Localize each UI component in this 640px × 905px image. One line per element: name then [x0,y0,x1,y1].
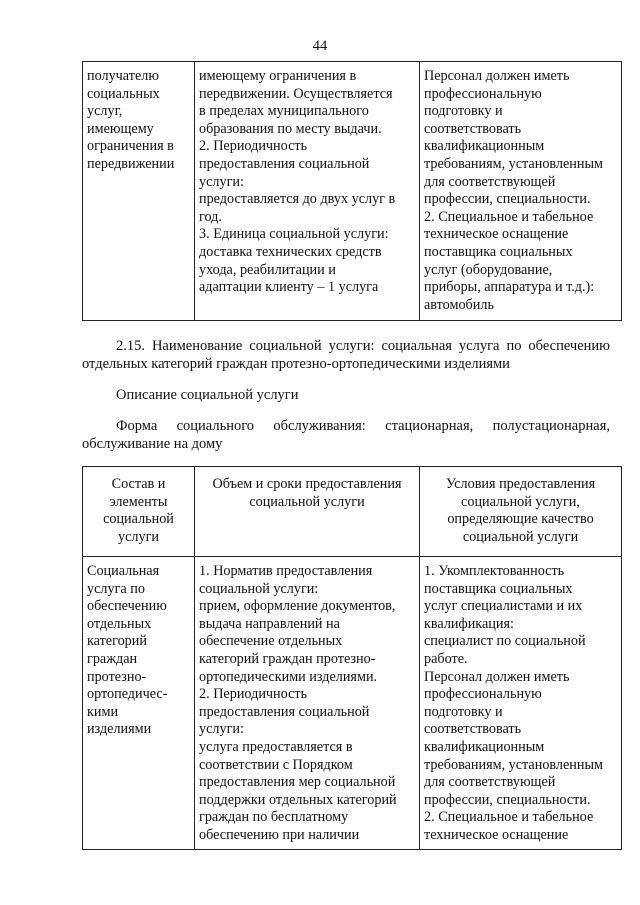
cell-line: прием, оформление документов, [199,598,396,615]
volume-terms-cell [195,557,420,850]
cell-line: профессиональную [424,686,542,703]
cell-line: год. [199,208,222,225]
cell-line: образования по месту выдачи. [199,120,382,137]
cell-line: ортопедическими изделиями. [199,668,378,685]
cell-line: протезно- [87,668,147,685]
cell-line: профессиональную [424,85,542,102]
service-name-cell [83,557,195,850]
cell-line: имеющему [87,120,154,137]
service-form-text: Форма социального обслуживания: стационарная, полустационарная, обслуживание на дому [82,418,610,452]
cell-line: предоставляется до двух услуг в [199,191,396,208]
cell-line: Объем и сроки предоставления [212,476,402,492]
cell-line: услуг специалистами и их [424,598,583,615]
cell-line: соответствовать [424,120,522,137]
cell-line: предоставления социальной [199,703,370,720]
cell-line: требованиям, установленным [424,155,603,172]
cell-line: услуг, [87,103,123,120]
cell-line: квалификационным [424,138,545,155]
cell-line: услуг (оборудование, [424,261,553,278]
cell-line: элементы [109,493,168,510]
cell-line: подготовку и [424,703,503,720]
cell-line: социальной услуги, [461,493,580,510]
cell-line: адаптации клиенту – 1 услуга [199,279,379,296]
cell-line: предоставления мер социальной [199,774,396,791]
cell-line: для соответствующей [424,173,556,190]
cell-line: для соответствующей [424,774,556,791]
cell-line: предоставления социальной [199,155,370,172]
cell-line: определяющие качество [447,511,594,528]
services-table-continued [82,61,622,321]
cell-line: Персонал должен иметь [424,68,570,84]
cell-line: социальных [87,85,160,102]
cell-line: услуги: [199,721,244,738]
cell-line: квалификация: [424,615,514,632]
cell-line: профессии, специальности. [424,191,591,208]
cell-line: автомобиль [424,296,494,313]
header-composition [83,467,195,557]
cell-line: услуги [118,528,159,545]
cell-line: 1. Норматив предоставления [199,563,373,579]
cell-line: Социальная [87,563,160,579]
cell-line: 2. Специальное и табельное [424,809,594,826]
section-heading: 2.15. Наименование социальной услуги: социальная услуга по обеспечению отдельных категорий граждан протезно-ортопедическими изделиями [82,338,610,372]
cell-line: 1. Укомплектованность [424,563,565,579]
cell-line: требованиям, установленным [424,756,603,773]
cell-line: отдельных [87,615,152,632]
cell-line: услуга по [87,580,145,597]
page-number: 44 [312,38,328,54]
cell-line: 2. Периодичность [199,686,308,703]
cell-line: техническое оснащение [424,826,569,843]
table-row [83,62,622,321]
cell-line: работе. [424,650,468,667]
cell-line: ухода, реабилитации и [199,261,336,278]
cell-line: поставщика социальных [424,243,573,260]
cell-line: кими [87,703,119,720]
cell-line: техническое оснащение [424,226,569,243]
cell-line: Персонал должен иметь [424,668,570,685]
cell-line: в пределах муниципального [199,103,369,120]
header-volume-terms [195,467,420,557]
cell-line: обеспечению [87,598,167,615]
cell-line: 2. Периодичность [199,138,308,155]
cell-line: Состав и [111,476,166,492]
table-header-row [83,467,622,557]
cell-line: граждан [87,650,138,667]
cell-line: подготовку и [424,103,503,120]
cell-line: передвижении [87,155,175,172]
cell-line: услуга предоставляется в [199,738,353,755]
section-subheading: Описание социальной услуги [116,387,299,403]
cell-line: обеспечению при наличии [199,826,360,843]
service-table [82,466,622,850]
cell-line: услуги: [199,173,244,190]
cell-line: квалификационным [424,738,545,755]
cell-line: социальной [103,511,174,528]
cell-line: категорий [87,633,147,650]
conditions-cell [420,557,622,850]
cell-line: получателю [87,68,159,84]
cell-line: профессии, специальности. [424,791,591,808]
cell-line: граждан по бесплатному [199,809,349,826]
cell-line: выдача направлений на [199,615,340,632]
cell-line: имеющему ограничения в [199,68,357,84]
cell-line: 3. Единица социальной услуги: [199,226,389,243]
cell-line: передвижении. Осуществляется [199,85,393,102]
cell-line: поставщика социальных [424,580,573,597]
cell-line: категорий граждан протезно- [199,650,376,667]
cell-line: специалист по социальной [424,633,586,650]
cell-line: социальной услуги [249,493,365,510]
cell-line: ортопедичес- [87,686,168,703]
header-conditions [420,467,622,557]
cell-line: социальной услуги: [199,580,319,597]
volume-terms-cell [195,62,420,321]
cell-line: соответствии с Порядком [199,756,353,773]
table-row [83,557,622,850]
conditions-cell [420,62,622,321]
cell-line: Условия предоставления [445,476,596,492]
cell-line: приборы, аппаратура и т.д.): [424,279,595,296]
cell-line: 2. Специальное и табельное [424,208,594,225]
cell-line: изделиями [87,721,152,738]
cell-line: ограничения в [87,138,174,155]
recipient-cell [83,62,195,321]
cell-line: поддержки отдельных категорий [199,791,397,808]
cell-line: обеспечение отдельных [199,633,343,650]
cell-line: соответствовать [424,721,522,738]
cell-line: доставка технических средств [199,243,382,260]
cell-line: социальной услуги [462,528,579,545]
